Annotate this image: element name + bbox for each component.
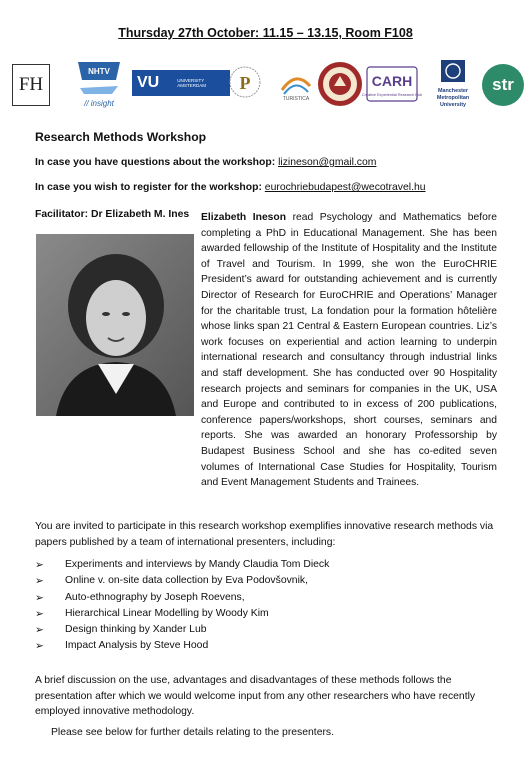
workshop-title: Research Methods Workshop: [35, 130, 207, 144]
bio-text: read Psychology and Mathematics before completing a PhD in Educational Management. She has been awarded fellowship of the Institute of Hospitality and the Institute of Travel and Tourism. In 1999, she won the EuroCHRIE President’s award for outstanding achievement and is currently Director of Research for EuroCHRIE and Operations’ Manager for the charitable trust, La fondation pour la formation hôtelière whose links span 21 Central & Eastern European countries. Liz’s work focuses on experiential and action learning to underpin international research and consultancy through industrial links and staff development. She has conducted over 90 Hospitality research projects and seminars for companies in the UK, USA and Europe and contributed to in excess of 200 publications, conference papers/workshops, short courses, seminars and reports. She was awarded an honorary Professorship by Budapest Business School and she has co-edited seven volumes of International Case Studies for Hospitality, Tourism and Event Management Students and Trainees.: [201, 212, 497, 489]
presenter-item: Design thinking by Xander Lub: [65, 624, 207, 636]
questions-email-link[interactable]: lizineson@gmail.com: [278, 157, 377, 168]
arrow-bullet-icon: ➢: [35, 625, 44, 637]
arrow-bullet-icon: ➢: [35, 641, 44, 653]
questions-line: [35, 157, 376, 168]
facilitator-label: Facilitator: Dr Elizabeth M. Ines: [35, 209, 190, 220]
further-details-note: Please see below for further details relating to the presenters.: [51, 727, 335, 738]
arrow-bullet-icon: ➢: [35, 608, 44, 620]
presenter-item: Impact Analysis by Steve Hood: [65, 640, 209, 652]
register-email-link[interactable]: eurochriebudapest@wecotravel.hu: [264, 182, 426, 193]
svg-text:Creative Experiential Research: Creative Experiential Research Hub: [361, 93, 423, 97]
svg-text:P: P: [239, 73, 251, 93]
list-item: [35, 559, 505, 575]
presenter-item: Online v. on-site data collection by Eva Podovšovnik,: [65, 575, 308, 587]
discussion-text: A brief discussion on the use, advantages and disadvantages of these methods follows the presentation after which we would welcome input from any other researchers who have recently employed innovative methodology.: [35, 675, 476, 717]
bio-name: Elizabeth Ineson: [201, 212, 286, 223]
str-logo-icon: [482, 64, 524, 106]
register-label: In case you wish to register for the workshop:: [35, 182, 265, 193]
fh-logo-text: FH: [18, 74, 44, 95]
svg-text:NHTV: NHTV: [88, 67, 110, 76]
turistica-logo-icon: [276, 66, 316, 106]
svg-text:CARH: CARH: [371, 73, 413, 89]
vu-logo-sub: UNIVERSITY AMSTERDAM: [177, 78, 206, 88]
list-item: [35, 640, 505, 656]
svg-text:TURISTICA: TURISTICA: [282, 96, 310, 102]
questions-label: In case you have questions about the workshop:: [35, 157, 279, 168]
nhtv-logo-icon: [72, 58, 126, 110]
register-line: [35, 182, 426, 193]
svg-text:Manchester: Manchester: [438, 88, 468, 94]
date-time-header: Thursday 27th October: 11.15 – 13.15, Room F108: [118, 26, 413, 40]
carh-logo-icon: [361, 66, 423, 102]
p-university-logo-icon: [228, 62, 262, 106]
facilitator-photo: [36, 234, 194, 416]
invitation-text: You are invited to participate in this research workshop exemplifies innovative research methods via papers published by a team of international presenters, including:: [35, 521, 494, 548]
str-logo-text: str: [492, 75, 514, 94]
vu-amsterdam-logo-icon: [132, 70, 230, 96]
svg-text:// insight: // insight: [84, 99, 114, 108]
fh-logo-icon: [12, 64, 50, 106]
university-seal-icon: [316, 60, 364, 108]
list-item: [35, 575, 505, 591]
arrow-bullet-icon: ➢: [35, 560, 44, 571]
arrow-bullet-icon: ➢: [35, 576, 44, 588]
facilitator-bio: [201, 210, 497, 491]
svg-text:University: University: [439, 102, 467, 108]
partner-logos: [8, 56, 524, 112]
list-item: [35, 592, 505, 608]
svg-text:Metropolitan: Metropolitan: [436, 95, 470, 101]
manchester-metropolitan-logo-icon: [428, 58, 478, 112]
presenters-list: [35, 559, 505, 657]
vu-logo-text: VU: [137, 74, 160, 91]
presenter-item: Auto-ethnography by Joseph Roevens,: [65, 591, 245, 603]
list-item: [35, 608, 505, 624]
presenter-item: Experiments and interviews by Mandy Claudia Tom Dieck: [65, 559, 330, 570]
presenter-item: Hierarchical Linear Modelling by Woody Kim: [65, 607, 269, 619]
arrow-bullet-icon: ➢: [35, 592, 44, 604]
list-item: [35, 624, 505, 640]
